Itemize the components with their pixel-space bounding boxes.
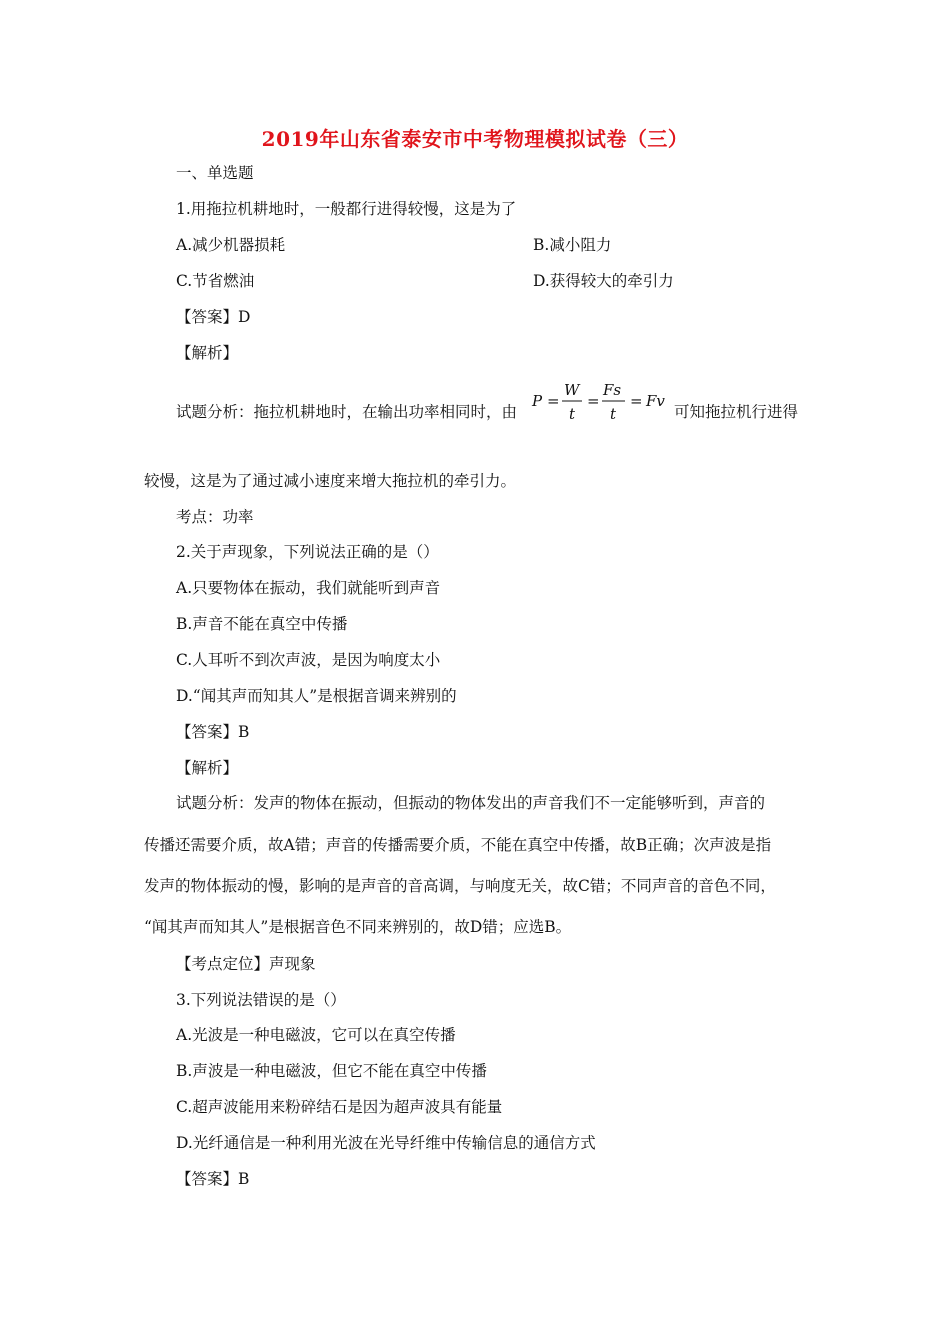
q1-stem: 1.用拖拉机耕地时，一般都行进得较慢，这是为了 bbox=[176, 200, 517, 218]
formula-fv: Fv bbox=[646, 392, 665, 410]
q2-option-a: A.只要物体在振动，我们就能听到声音 bbox=[176, 579, 441, 597]
q3-option-d: D.光纤通信是一种利用光波在光导纤维中传输信息的通信方式 bbox=[176, 1134, 596, 1152]
q2-analysis-label: 【解析】 bbox=[176, 759, 239, 777]
formula-eq2: = bbox=[587, 392, 600, 410]
q2-answer: 【答案】B bbox=[176, 723, 250, 741]
q1-option-a: A.减少机器损耗 bbox=[176, 236, 286, 254]
q1-answer: 【答案】D bbox=[176, 308, 251, 326]
q1-analysis-line2: 较慢，这是为了通过减小速度来增大拖拉机的牵引力。 bbox=[144, 472, 517, 490]
formula-fs: Fs bbox=[603, 381, 622, 399]
q3-answer: 【答案】B bbox=[176, 1170, 250, 1188]
q3-stem: 3.下列说法错误的是（） bbox=[176, 991, 346, 1009]
formula-w: W bbox=[564, 381, 580, 399]
power-formula bbox=[530, 378, 672, 424]
q2-analysis-line4: “闻其声而知其人”是根据音色不同来辨别的，故D错；应选B。 bbox=[144, 918, 572, 936]
q1-analysis-line1-end: 可知拖拉机行进得 bbox=[674, 403, 799, 421]
q1-option-d: D.获得较大的牵引力 bbox=[533, 272, 674, 290]
formula-p: P bbox=[532, 392, 543, 410]
q2-analysis-line1: 试题分析：发声的物体在振动，但振动的物体发出的声音我们不一定能够听到，声音的 bbox=[176, 794, 766, 812]
formula-eq1: = bbox=[547, 392, 560, 410]
section-heading: 一、单选题 bbox=[176, 164, 254, 182]
q2-option-d: D.“闻其声而知其人”是根据音调来辨别的 bbox=[176, 687, 457, 705]
q1-option-b: B.减小阻力 bbox=[533, 236, 612, 254]
q1-kaodian: 考点：功率 bbox=[176, 508, 254, 526]
q2-option-b: B.声音不能在真空中传播 bbox=[176, 615, 348, 633]
q2-option-c: C.人耳听不到次声波，是因为响度太小 bbox=[176, 651, 441, 669]
document-title: 2019年山东省泰安市中考物理模拟试卷（三） bbox=[261, 127, 689, 151]
formula-eq3: = bbox=[630, 392, 643, 410]
q1-analysis-label: 【解析】 bbox=[176, 344, 239, 362]
q3-option-c: C.超声波能用来粉碎结石是因为超声波具有能量 bbox=[176, 1098, 503, 1116]
q2-kaodian: 【考点定位】声现象 bbox=[176, 955, 316, 973]
q3-option-a: A.光波是一种电磁波，它可以在真空传播 bbox=[176, 1026, 456, 1044]
q1-option-c: C.节省燃油 bbox=[176, 272, 255, 290]
q3-option-b: B.声波是一种电磁波，但它不能在真空中传播 bbox=[176, 1062, 487, 1080]
q2-analysis-line3: 发声的物体振动的慢，影响的是声音的音高调，与响度无关，故C错；不同声音的音色不同， bbox=[144, 877, 776, 895]
q2-stem: 2.关于声现象，下列说法正确的是（） bbox=[176, 543, 439, 561]
q1-analysis-line1-start: 试题分析：拖拉机耕地时，在输出功率相同时，由 bbox=[176, 403, 518, 421]
formula-t1: t bbox=[569, 405, 576, 423]
formula-t2: t bbox=[610, 405, 617, 423]
q2-analysis-line2: 传播还需要介质，故A错；声音的传播需要介质，不能在真空中传播，故B正确；次声波是指 bbox=[144, 836, 772, 854]
